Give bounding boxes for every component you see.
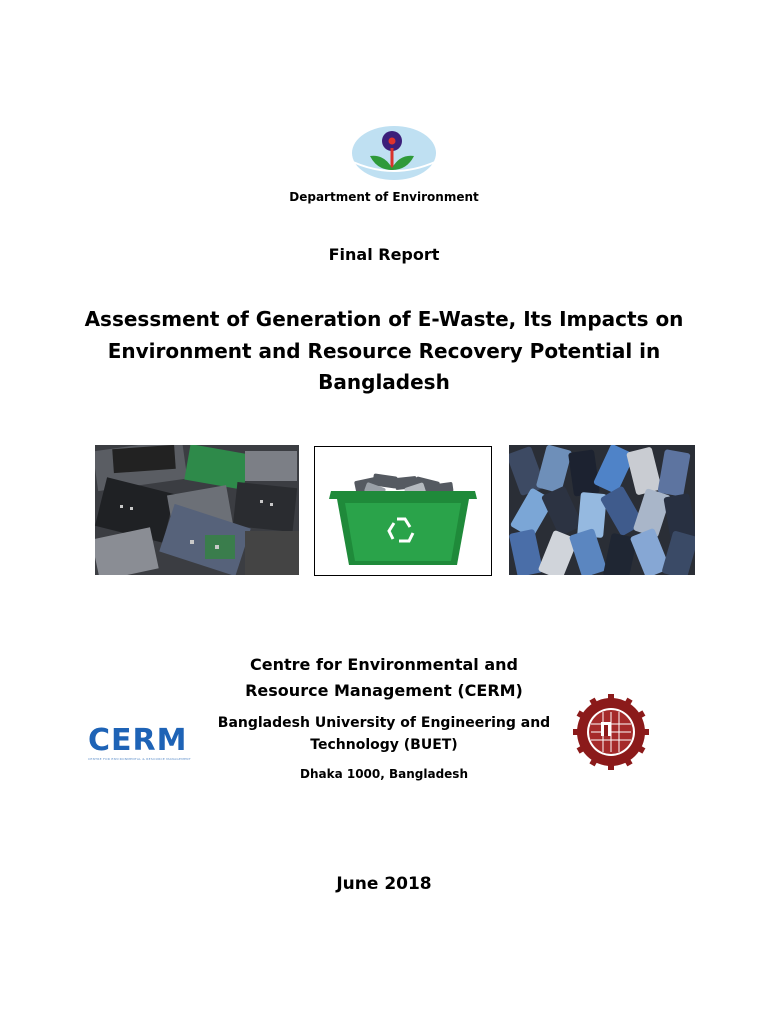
report-title	[0, 304, 768, 399]
title-line: Assessment of Generation of E-Waste, Its Impacts on	[84, 307, 684, 331]
centre-name-line: Resource Management (CERM)	[245, 681, 523, 700]
buet-logo	[573, 694, 649, 770]
circuit-boards-photo	[95, 445, 299, 575]
department-of-environment-logo	[351, 124, 437, 182]
recycling-bin-photo	[314, 446, 492, 576]
report-date: June 2018	[336, 874, 432, 894]
cerm-logo	[88, 723, 191, 761]
centre-name	[0, 652, 768, 704]
mobile-phones-photo	[509, 445, 695, 575]
title-line: Bangladesh	[318, 370, 450, 394]
cerm-logo-tagline: CENTRE FOR ENVIRONMENTAL & RESOURCE MANAGEMENT	[88, 757, 191, 761]
address: Dhaka 1000, Bangladesh	[300, 767, 468, 781]
university-name-line: Technology (BUET)	[310, 737, 458, 753]
university-name-line: Bangladesh University of Engineering and	[217, 715, 551, 731]
department-name: Department of Environment	[289, 190, 479, 204]
report-type: Final Report	[328, 245, 440, 264]
title-line: Environment and Resource Recovery Potential in	[107, 338, 661, 363]
cerm-logo-text: CERM	[88, 723, 188, 758]
centre-name-line: Centre for Environmental and	[250, 655, 518, 674]
